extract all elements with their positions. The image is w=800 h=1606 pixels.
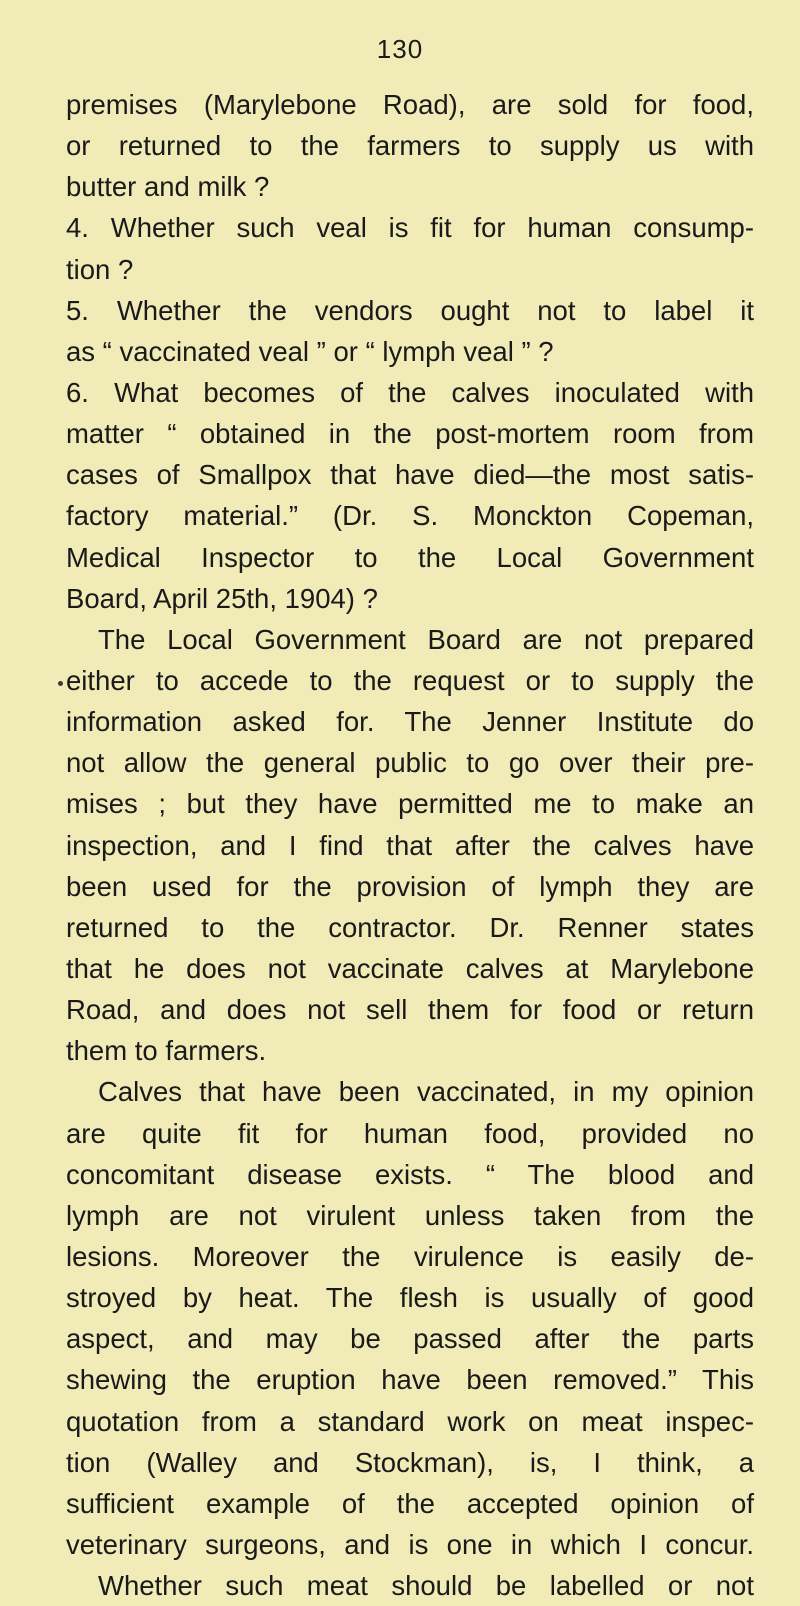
- text-line: as “ vaccinated veal ” or “ lymph veal ” ?: [66, 335, 554, 367]
- text-line: stroyed by heat. The flesh is usually of good: [66, 1282, 754, 1314]
- text-line: returned to the contractor. Dr. Renner states: [66, 911, 754, 943]
- text-line: veterinary surgeons, and is one in which I concur.: [66, 1528, 754, 1560]
- text-line: quotation from a standard work on meat inspec-: [66, 1405, 754, 1437]
- body-text: [66, 84, 754, 1606]
- text-line: 5. Whether the vendors ought not to label it: [66, 294, 754, 326]
- text-line: factory material.” (Dr. S. Monckton Copeman,: [66, 500, 754, 532]
- text-line: Road, and does not sell them for food or return: [66, 994, 754, 1026]
- text-line: lymph are not virulent unless taken from the: [66, 1199, 754, 1231]
- text-line: been used for the provision of lymph they are: [66, 870, 754, 902]
- text-line: tion ?: [66, 253, 134, 285]
- text-line: shewing the eruption have been removed.” This: [66, 1364, 754, 1396]
- text-line: either to accede to the request or to supply the: [66, 664, 754, 696]
- text-line: The Local Government Board are not prepared: [98, 623, 754, 655]
- text-line: butter and milk ?: [66, 171, 270, 203]
- text-line: matter “ obtained in the post-mortem room from: [66, 418, 754, 450]
- text-line: that he does not vaccinate calves at Marylebone: [66, 952, 754, 984]
- text-line: Calves that have been vaccinated, in my opinion: [98, 1076, 754, 1108]
- text-line: them to farmers.: [66, 1035, 267, 1067]
- margin-ink-dot: [58, 681, 63, 686]
- text-line: Whether such meat should be labelled or not: [98, 1570, 754, 1602]
- text-line: lesions. Moreover the virulence is easily de-: [66, 1240, 754, 1272]
- text-line: inspection, and I find that after the calves have: [66, 829, 754, 861]
- text-line: premises (Marylebone Road), are sold for food,: [66, 89, 754, 120]
- text-line: sufficient example of the accepted opinion of: [66, 1487, 754, 1519]
- text-line: or returned to the farmers to supply us with: [66, 130, 754, 162]
- text-line: aspect, and may be passed after the parts: [66, 1323, 754, 1355]
- text-line: concomitant disease exists. “ The blood and: [66, 1158, 754, 1190]
- text-line: not allow the general public to go over their pre-: [66, 747, 754, 779]
- text-line: information asked for. The Jenner Institute do: [66, 706, 754, 738]
- text-line: 4. Whether such veal is fit for human consump-: [66, 212, 754, 244]
- text-line: cases of Smallpox that have died—the most satis-: [66, 459, 754, 491]
- text-line: Board, April 25th, 1904) ?: [66, 582, 378, 614]
- text-line: are quite fit for human food, provided no: [66, 1117, 754, 1149]
- page-number: 130: [376, 34, 424, 64]
- text-line: tion (Walley and Stockman), is, I think, a: [66, 1446, 754, 1478]
- text-line: mises ; but they have permitted me to make an: [66, 788, 754, 820]
- text-line: 6. What becomes of the calves inoculated with: [66, 376, 754, 408]
- text-line: Medical Inspector to the Local Government: [66, 541, 754, 573]
